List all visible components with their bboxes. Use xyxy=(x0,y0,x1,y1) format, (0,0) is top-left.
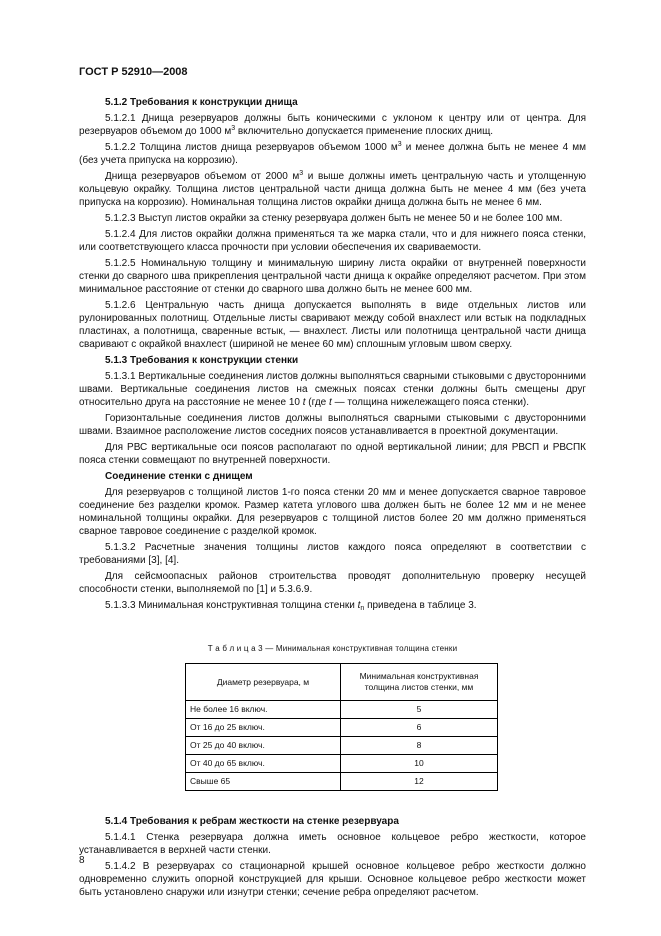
para-5-1-3-3: 5.1.3.3 Минимальная конструктивная толщина стенки $t_n$ приведена в таблице 3. xyxy=(105,600,477,612)
table-cell-thickness: 10 xyxy=(341,755,498,773)
table-row xyxy=(186,719,498,737)
table-cell-thickness: 12 xyxy=(341,773,498,791)
page-number: 8 xyxy=(79,855,85,866)
para-rvs-axes: Для РВС вертикальные оси поясов располагают по одной вертикальной линии; для РВСП и РВСПК пояса стенки совмещают по внутренней поверхности. xyxy=(79,442,586,466)
para-5-1-4-1: 5.1.4.1 Стенка резервуара должна иметь основное кольцевое ребро жесткости, которое устанавливается в верхней части стенки. xyxy=(79,832,586,856)
table-cell-diameter: Не более 16 включ. xyxy=(186,701,341,719)
table-3-caption: Т а б л и ц а 3 — Минимальная конструктивная толщина стенки xyxy=(207,644,458,653)
table-row xyxy=(186,755,498,773)
table-cell-diameter: Свыше 65 xyxy=(186,773,341,791)
table-header-row xyxy=(186,664,498,701)
table-row xyxy=(186,701,498,719)
para-tee-joint: Для резервуаров с толщиной листов 1-го пояса стенки 20 мм и менее допускается сварное тавровое соединение без разделки кромок. Размер катета углового шва должен быть не более 12 мм и не менее номинальной толщины окрайки. Для резервуаров с толщиной листов более 20 мм должно применяться сварное тавровое соединение с разделкой кромок. xyxy=(79,487,586,537)
para-5-1-2-1: 5.1.2.1 Днища резервуаров должны быть коническими с уклоном к центру или от центра. Для резервуаров объемом до 1000 $м^3$ включительно допускается применение плоских днищ. xyxy=(79,113,586,137)
para-5-1-2-4: 5.1.2.4 Для листов окрайки должна применяться та же марка стали, что и для нижнего пояса стенки, или соответствующего класса прочности при условии обеспечения их свариваемости. xyxy=(79,229,586,253)
table-3 xyxy=(185,663,498,791)
table-cell-thickness: 8 xyxy=(341,737,498,755)
table-cell-thickness: 5 xyxy=(341,701,498,719)
para-5-1-2-6: 5.1.2.6 Центральную часть днища допускается выполнять в виде отдельных листов или рулонированных полотнищ. Отдельные листы сваривают между собой внахлест или встык на подкладных пластинах, а полотнища, сваренные встык, — внахлест. Листы или полотнища центральной части днища сваривают с окрайкой внахлест (шириной не менее 60 мм) сплошным угловым швом сверху. xyxy=(79,300,586,350)
table-cell-thickness: 6 xyxy=(341,719,498,737)
table-cell-diameter: От 25 до 40 включ. xyxy=(186,737,341,755)
document-body xyxy=(79,96,586,902)
col-thickness-header: Минимальная конструктивная толщина листов стенки, мм xyxy=(341,664,498,701)
para-5-1-2-2: 5.1.2.2 Толщина листов днища резервуаров объемом 1000 $м^3$ и менее должна быть не менее 4 мм (без учета припуска на коррозию). xyxy=(79,141,586,166)
para-5-1-4-2: 5.1.4.2 В резервуарах со стационарной крышей основное кольцевое ребро жесткости должно одновременно служить опорной конструкцией для крыши. Основное кольцевое ребро жесткости может быть установлено снаружи или изнутри стенки; сечение ребра определяют расчетом. xyxy=(79,861,586,898)
subsection-wall-bottom-joint: Соединение стенки с днищем xyxy=(105,471,253,482)
doc-header: ГОСТ Р 52910—2008 xyxy=(79,66,188,78)
para-5-1-3-2: 5.1.3.2 Расчетные значения толщины листов каждого пояса определяют в соответствии с требованиями [3], [4]. xyxy=(79,542,586,566)
table-row xyxy=(186,773,498,791)
col-diameter-header: Диаметр резервуара, м xyxy=(186,664,341,701)
para-bottom-thickness: Днища резервуаров объемом от 2000 $м^3$ и выше должны иметь центральную часть и утолщенную кольцевую окрайку. Толщина листов центральной части днища должна быть не менее 4 мм (без учета припуска на коррозию). Номинальная толщина листов окрайки днища должна быть не менее 6 мм. xyxy=(79,170,586,208)
para-5-1-3-1: 5.1.3.1 Вертикальные соединения листов должны выполняться сварными стыковыми с двусторонними швами. Вертикальные соединения листов на смежных поясах стенки должны быть смещены друг относительно друга на расстояние не менее 10 t (где t — толщина нижележащего пояса стенки). xyxy=(79,371,586,408)
table-row xyxy=(186,737,498,755)
table-cell-diameter: От 40 до 65 включ. xyxy=(186,755,341,773)
section-5-1-3-title: 5.1.3 Требования к конструкции стенки xyxy=(105,355,299,366)
table-cell-diameter: От 16 до 25 включ. xyxy=(186,719,341,737)
para-horizontal-joints: Горизонтальные соединения листов должны выполняться сварными стыковыми с двусторонними швами. Взаимное расположение листов соседних поясов устанавливается в проектной документации. xyxy=(79,413,586,437)
section-5-1-4-title: 5.1.4 Требования к ребрам жесткости на стенке резервуара xyxy=(105,816,399,827)
para-5-1-2-3: 5.1.2.3 Выступ листов окрайки за стенку резервуара должен быть не менее 50 и не более 100 мм. xyxy=(105,213,563,224)
para-seismic: Для сейсмоопасных районов строительства проводят дополнительную проверку несущей способности стенки, выполняемой по [1] и 5.3.6.9. xyxy=(79,571,586,595)
para-5-1-2-5: 5.1.2.5 Номинальную толщину и минимальную ширину листа окрайки от внутренней поверхности стенки до сварного шва прикрепления центральной части днища к окрайке определяют расчетом. При этом минимальное расстояние от стенки до сварного шва должно быть не менее 600 мм. xyxy=(79,258,586,295)
section-5-1-2-title: 5.1.2 Требования к конструкции днища xyxy=(105,97,298,108)
